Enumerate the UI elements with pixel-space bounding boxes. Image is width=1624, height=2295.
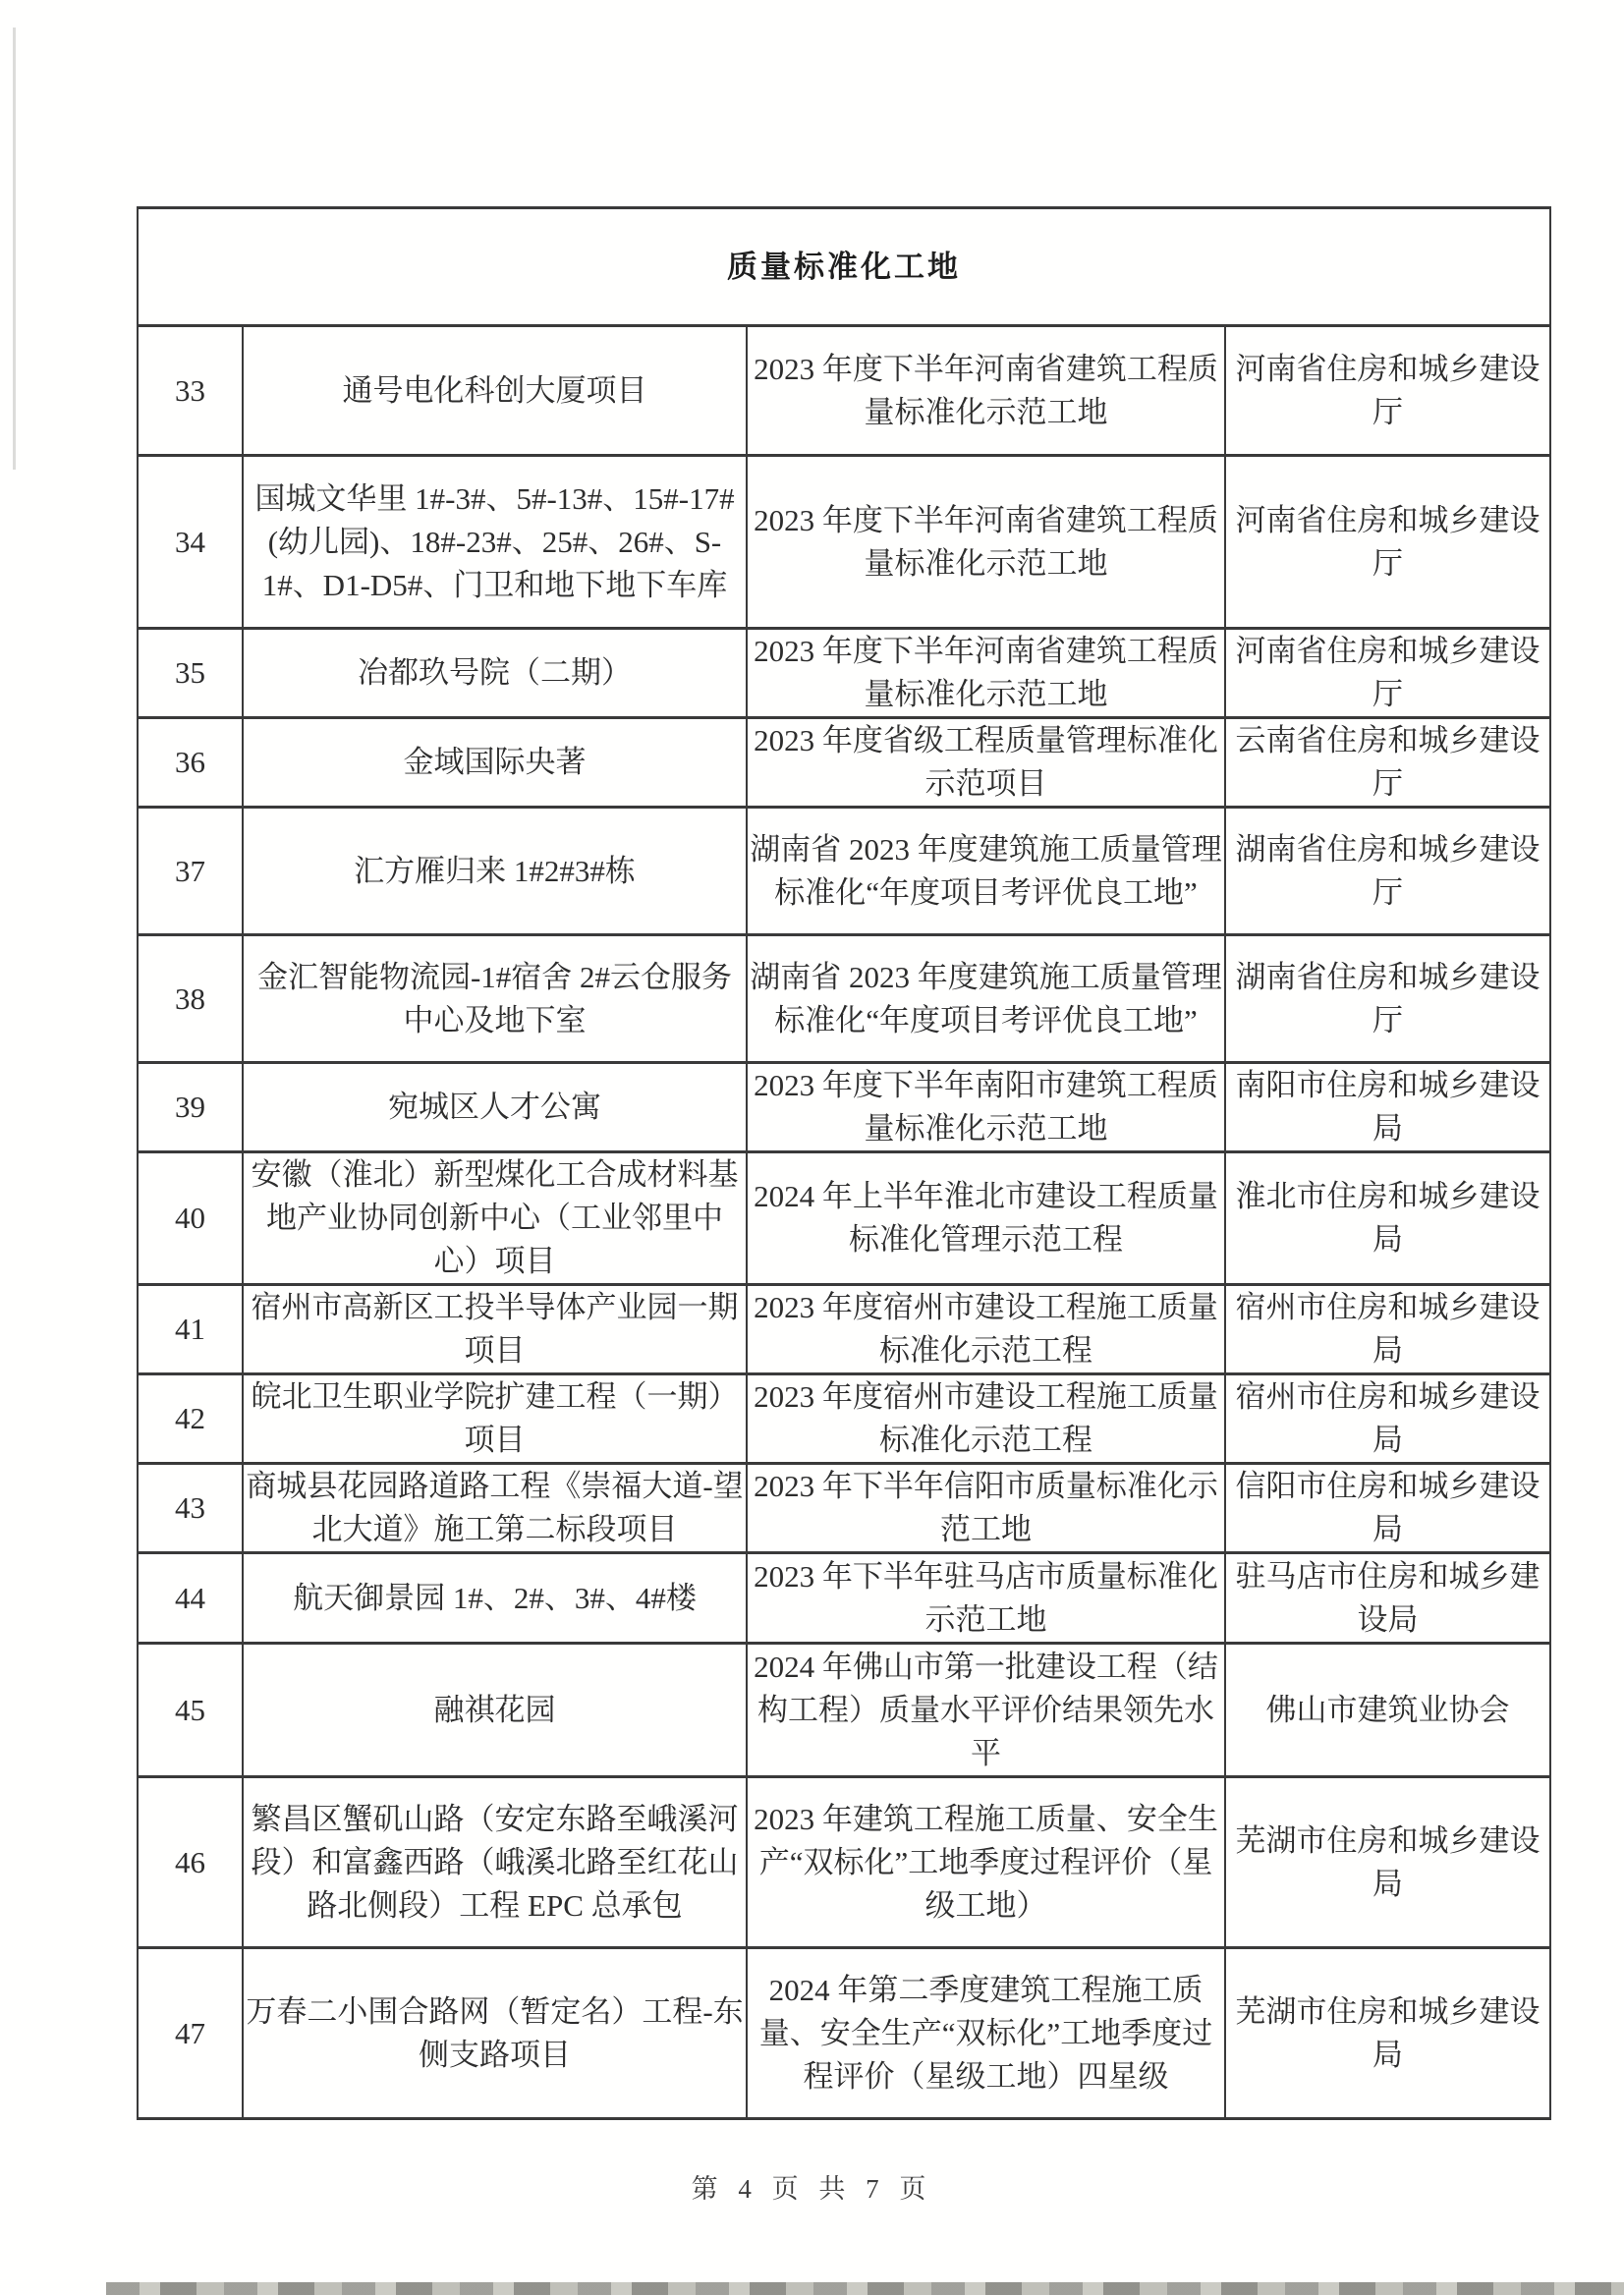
cell-no: 38	[138, 935, 243, 1063]
cell-award: 湖南省 2023 年度建筑施工质量管理标准化“年度项目考评优良工地”	[747, 808, 1225, 935]
table-row	[138, 1152, 1550, 1285]
table-row	[138, 1374, 1550, 1464]
table-title-row	[138, 208, 1550, 326]
table-row	[138, 1948, 1550, 2119]
cell-authority: 湖南省住房和城乡建设厅	[1225, 808, 1550, 935]
cell-authority: 河南省住房和城乡建设厅	[1225, 326, 1550, 456]
cell-project: 繁昌区蟹矶山路（安定东路至峨溪河段）和富鑫西路（峨溪北路至红花山路北侧段）工程 EPC 总承包	[243, 1777, 747, 1948]
cell-project: 通号电化科创大厦项目	[243, 326, 747, 456]
cell-authority: 河南省住房和城乡建设厅	[1225, 456, 1550, 629]
cell-no: 42	[138, 1374, 243, 1464]
cell-no: 36	[138, 718, 243, 808]
cell-no: 44	[138, 1553, 243, 1644]
cell-award: 2023 年下半年驻马店市质量标准化示范工地	[747, 1553, 1225, 1644]
cell-award: 2023 年度省级工程质量管理标准化示范项目	[747, 718, 1225, 808]
table-row	[138, 629, 1550, 718]
cell-award: 2024 年第二季度建筑工程施工质量、安全生产“双标化”工地季度过程评价（星级工地）四星级	[747, 1948, 1225, 2119]
cell-award: 2024 年上半年淮北市建设工程质量标准化管理示范工程	[747, 1152, 1225, 1285]
cell-project: 皖北卫生职业学院扩建工程（一期）项目	[243, 1374, 747, 1464]
cell-no: 33	[138, 326, 243, 456]
cell-award: 2023 年度下半年河南省建筑工程质量标准化示范工地	[747, 456, 1225, 629]
cell-authority: 淮北市住房和城乡建设局	[1225, 1152, 1550, 1285]
table-row	[138, 1777, 1550, 1948]
cell-award: 2023 年度下半年河南省建筑工程质量标准化示范工地	[747, 629, 1225, 718]
table-row	[138, 808, 1550, 935]
cell-project: 冶都玖号院（二期）	[243, 629, 747, 718]
cell-no: 47	[138, 1948, 243, 2119]
cell-no: 41	[138, 1285, 243, 1374]
cell-no: 35	[138, 629, 243, 718]
cell-award: 2023 年度下半年南阳市建筑工程质量标准化示范工地	[747, 1063, 1225, 1152]
page-number: 第 4 页 共 7 页	[691, 2174, 933, 2204]
table-title: 质量标准化工地	[138, 208, 1550, 326]
table-row	[138, 935, 1550, 1063]
cell-authority: 信阳市住房和城乡建设局	[1225, 1464, 1550, 1553]
cell-authority: 佛山市建筑业协会	[1225, 1644, 1550, 1777]
scan-artifact-left	[13, 28, 16, 470]
cell-no: 40	[138, 1152, 243, 1285]
table-row	[138, 1644, 1550, 1777]
cell-authority: 芜湖市住房和城乡建设局	[1225, 1777, 1550, 1948]
cell-project: 商城县花园路道路工程《崇福大道-望北大道》施工第二标段项目	[243, 1464, 747, 1553]
table-row	[138, 1553, 1550, 1644]
cell-authority: 河南省住房和城乡建设厅	[1225, 629, 1550, 718]
cell-project: 安徽（淮北）新型煤化工合成材料基地产业协同创新中心（工业邻里中心）项目	[243, 1152, 747, 1285]
cell-project: 万春二小围合路网（暂定名）工程-东侧支路项目	[243, 1948, 747, 2119]
cell-authority: 芜湖市住房和城乡建设局	[1225, 1948, 1550, 2119]
cell-authority: 云南省住房和城乡建设厅	[1225, 718, 1550, 808]
cell-no: 46	[138, 1777, 243, 1948]
cell-award: 湖南省 2023 年度建筑施工质量管理标准化“年度项目考评优良工地”	[747, 935, 1225, 1063]
cell-award: 2023 年度下半年河南省建筑工程质量标准化示范工地	[747, 326, 1225, 456]
cell-award: 2023 年下半年信阳市质量标准化示范工地	[747, 1464, 1225, 1553]
cell-award: 2023 年度宿州市建设工程施工质量标准化示范工程	[747, 1374, 1225, 1464]
award-table	[137, 206, 1551, 2120]
cell-no: 34	[138, 456, 243, 629]
scan-artifact-bottom	[106, 2282, 1624, 2295]
cell-award: 2024 年佛山市第一批建设工程（结构工程）质量水平评价结果领先水平	[747, 1644, 1225, 1777]
cell-project: 国城文华里 1#-3#、5#-13#、15#-17#(幼儿园)、18#-23#、25#、26#、S- 1#、D1-D5#、门卫和地下地下车库	[243, 456, 747, 629]
cell-project: 航天御景园 1#、2#、3#、4#楼	[243, 1553, 747, 1644]
cell-project: 金汇智能物流园-1#宿舍 2#云仓服务中心及地下室	[243, 935, 747, 1063]
cell-award: 2023 年建筑工程施工质量、安全生产“双标化”工地季度过程评价（星级工地）	[747, 1777, 1225, 1948]
cell-no: 45	[138, 1644, 243, 1777]
cell-authority: 宿州市住房和城乡建设局	[1225, 1285, 1550, 1374]
cell-authority: 湖南省住房和城乡建设厅	[1225, 935, 1550, 1063]
cell-authority: 驻马店市住房和城乡建设局	[1225, 1553, 1550, 1644]
cell-project: 金域国际央著	[243, 718, 747, 808]
cell-project: 宛城区人才公寓	[243, 1063, 747, 1152]
table-row	[138, 1464, 1550, 1553]
cell-authority: 南阳市住房和城乡建设局	[1225, 1063, 1550, 1152]
table-row	[138, 718, 1550, 808]
cell-award: 2023 年度宿州市建设工程施工质量标准化示范工程	[747, 1285, 1225, 1374]
cell-no: 39	[138, 1063, 243, 1152]
table-row	[138, 456, 1550, 629]
cell-no: 37	[138, 808, 243, 935]
table-row	[138, 1285, 1550, 1374]
table-row	[138, 326, 1550, 456]
table-row	[138, 1063, 1550, 1152]
cell-project: 汇方雁归来 1#2#3#栋	[243, 808, 747, 935]
cell-project: 融祺花园	[243, 1644, 747, 1777]
cell-no: 43	[138, 1464, 243, 1553]
cell-authority: 宿州市住房和城乡建设局	[1225, 1374, 1550, 1464]
cell-project: 宿州市高新区工投半导体产业园一期项目	[243, 1285, 747, 1374]
